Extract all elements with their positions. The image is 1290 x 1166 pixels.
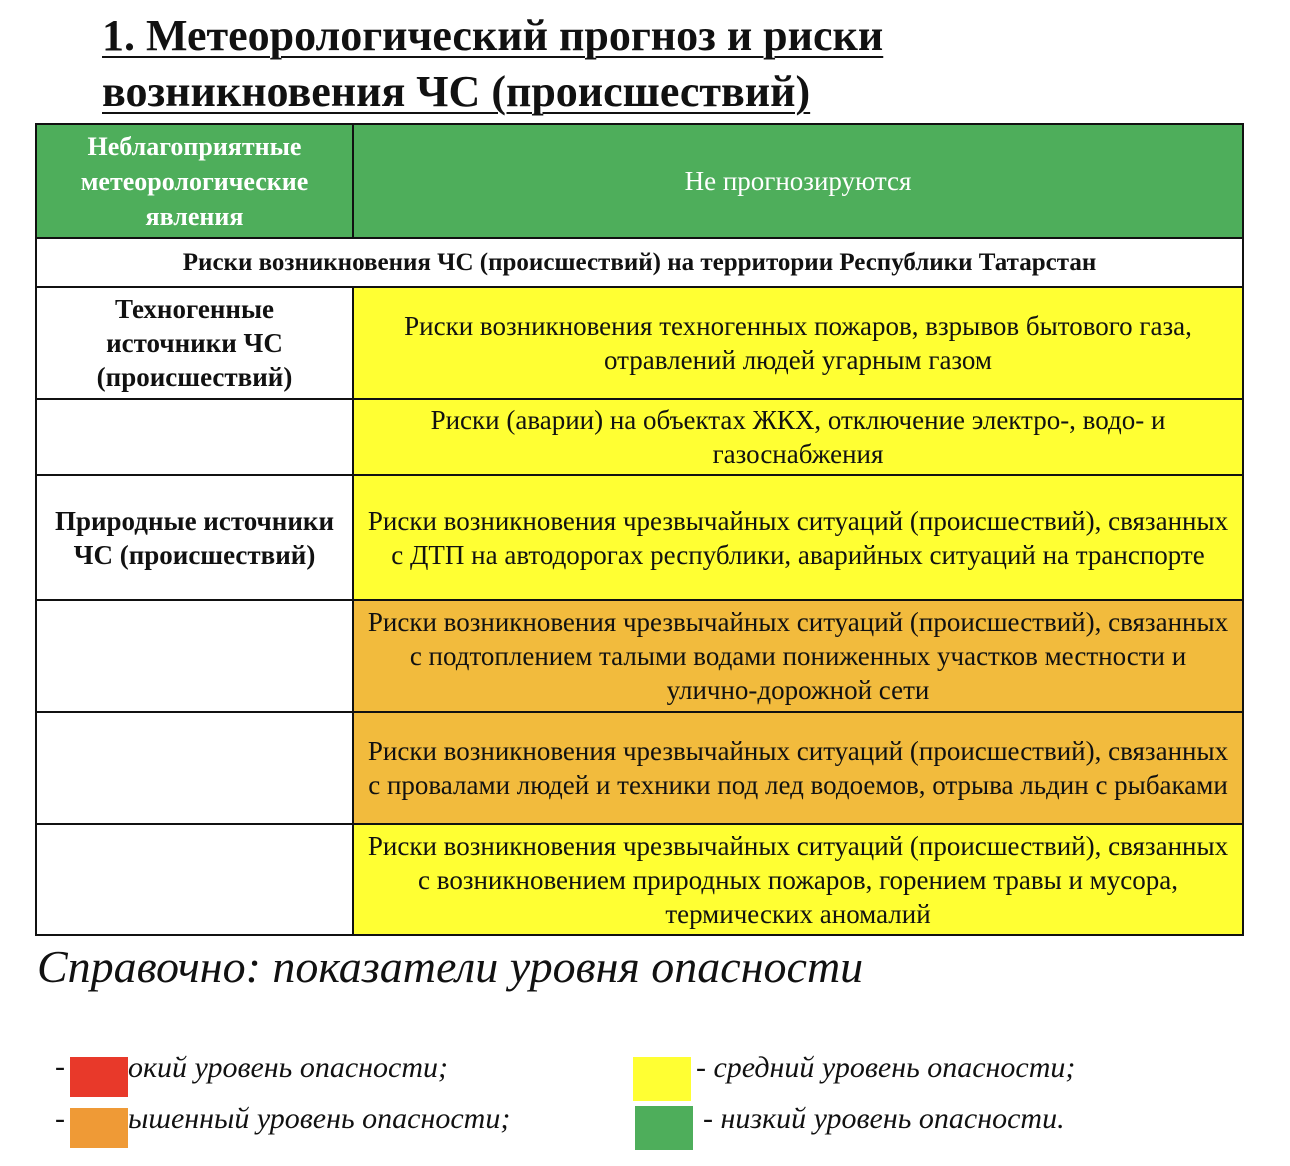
table-row <box>36 399 1243 475</box>
risk-cell: Риски возникновения техногенных пожаров, взрывов бытового газа, отравлений людей угарным газом <box>353 287 1243 399</box>
table-row <box>36 287 1243 399</box>
legend-dash-high: - <box>55 1050 65 1083</box>
legend-swatch-high <box>70 1057 128 1097</box>
source-cell <box>36 824 353 935</box>
risk-table <box>35 123 1244 936</box>
table-row <box>36 600 1243 712</box>
legend-label-elevated: ышенный уровень опасности; <box>128 1102 511 1135</box>
source-cell <box>36 712 353 824</box>
header-right-cell: Не прогнозируются <box>353 124 1243 238</box>
legend-label-medium: - средний уровень опасности; <box>696 1051 1076 1084</box>
header-row <box>36 124 1243 238</box>
risk-cell: Риски (аварии) на объектах ЖКХ, отключение электро-, водо- и газоснабжения <box>353 399 1243 475</box>
table-row <box>36 712 1243 824</box>
source-cell <box>36 600 353 712</box>
risk-cell: Риски возникновения чрезвычайных ситуаций (происшествий), связанных с подтоплением талыми водами пониженных участков местности и улично-дорожной сети <box>353 600 1243 712</box>
table-row <box>36 824 1243 935</box>
source-cell: Природные источники ЧС (происшествий) <box>36 475 353 600</box>
risk-cell: Риски возникновения чрезвычайных ситуаций (происшествий), связанных с возникновением природных пожаров, горением травы и мусора, термических аномалий <box>353 824 1243 935</box>
source-cell: Техногенные источники ЧС (происшествий) <box>36 287 353 399</box>
risks-title-row <box>36 238 1243 287</box>
source-cell <box>36 399 353 475</box>
risks-title-cell: Риски возникновения ЧС (происшествий) на территории Республики Татарстан <box>36 238 1243 287</box>
page-title-line1: 1. Метеорологический прогноз и риски <box>102 11 884 60</box>
legend-dash-elevated: - <box>55 1102 65 1135</box>
legend-swatch-elevated <box>70 1108 128 1148</box>
legend-label-low: - низкий уровень опасности. <box>703 1102 1065 1135</box>
legend-swatch-medium <box>633 1057 691 1101</box>
reference-title: Справочно: показатели уровня опасности <box>37 941 864 992</box>
page-title-line2: возникновения ЧС (происшествий) <box>102 67 811 116</box>
legend-label-high: окий уровень опасности; <box>128 1051 448 1084</box>
risk-cell: Риски возникновения чрезвычайных ситуаций (происшествий), связанных с ДТП на автодорогах республики, аварийных ситуаций на транспорте <box>353 475 1243 600</box>
header-left-cell: Неблагоприятные метеорологические явления <box>36 124 353 238</box>
risk-cell: Риски возникновения чрезвычайных ситуаций (происшествий), связанных с провалами людей и техники под лед водоемов, отрыва льдин с рыбаками <box>353 712 1243 824</box>
legend-swatch-low <box>635 1106 693 1150</box>
page-title <box>102 8 1202 120</box>
table-row <box>36 475 1243 600</box>
